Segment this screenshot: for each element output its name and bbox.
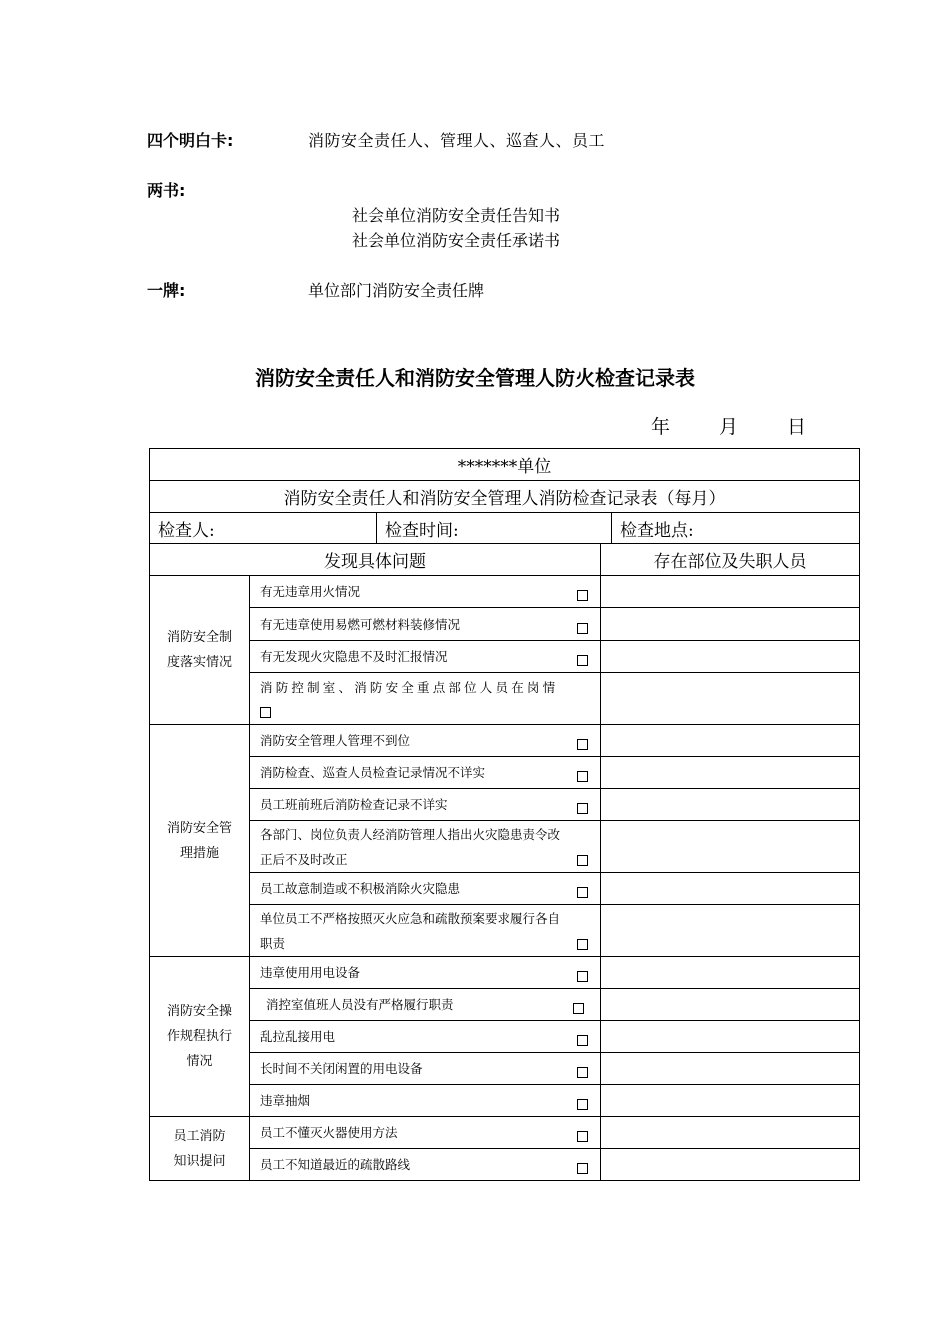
item-text: 有无违章使用易燃可燃材料装修情况 xyxy=(260,616,461,632)
checkbox-icon[interactable] xyxy=(577,939,588,950)
item-text: 有无发现火灾隐患不及时汇报情况 xyxy=(260,649,448,664)
book-1: 社会单位消防安全责任告知书 xyxy=(352,206,561,225)
checklist-item[interactable] xyxy=(250,641,601,673)
checkbox-icon[interactable] xyxy=(577,1067,588,1078)
plate-text: 单位部门消防安全责任牌 xyxy=(308,281,485,300)
date-year: 年 xyxy=(651,416,671,438)
checklist-item[interactable] xyxy=(250,957,601,989)
info-row xyxy=(150,513,860,544)
item-text: 长时间不关闭闲置的用电设备 xyxy=(260,1061,423,1076)
item-text: 乱拉乱接用电 xyxy=(260,1029,336,1044)
location-cell[interactable] xyxy=(601,608,860,641)
location-cell[interactable] xyxy=(601,1021,860,1053)
item-text: 违章抽烟 xyxy=(260,1093,311,1108)
item-text: 消防安全管理人管理不到位 xyxy=(260,733,411,748)
inspection-record-table xyxy=(149,448,860,1181)
item-text: 员工不知道最近的疏散路线 xyxy=(260,1157,411,1172)
checkbox-icon[interactable] xyxy=(577,855,588,866)
checklist-item[interactable] xyxy=(250,1021,601,1053)
location-cell[interactable] xyxy=(601,725,860,757)
checklist-item[interactable] xyxy=(250,725,601,757)
checklist-item[interactable] xyxy=(250,1117,601,1149)
item-text: 有无违章用火情况 xyxy=(260,584,361,599)
location-cell[interactable] xyxy=(601,1149,860,1181)
checkbox-icon[interactable] xyxy=(577,1163,588,1174)
checkbox-icon[interactable] xyxy=(577,1131,588,1142)
item-text: 员工班前班后消防检查记录不详实 xyxy=(260,797,448,812)
checkbox-icon[interactable] xyxy=(577,771,588,782)
location-cell[interactable] xyxy=(601,757,860,789)
unit-name: *******单位 xyxy=(150,449,860,481)
checklist-item[interactable] xyxy=(250,608,601,641)
checkbox-icon[interactable] xyxy=(577,1035,588,1046)
checklist-item[interactable] xyxy=(250,905,601,957)
checkbox-icon[interactable] xyxy=(577,971,588,982)
category-name: 员工消防知识提问 xyxy=(150,1117,250,1181)
category-name: 消防安全制度落实情况 xyxy=(150,576,250,725)
category-name: 消防安全操作规程执行情况 xyxy=(150,957,250,1117)
checkbox-icon[interactable] xyxy=(577,655,588,666)
form-subtitle: 消防安全责任人和消防安全管理人消防检查记录表（每月） xyxy=(150,481,860,513)
checklist-item[interactable] xyxy=(250,989,601,1021)
checklist-item[interactable] xyxy=(250,873,601,905)
cards-label: 四个明白卡: xyxy=(147,131,234,150)
place-label: 检查地点: xyxy=(620,520,694,541)
item-text: 消防检查、巡查人员检查记录情况不详实 xyxy=(260,765,486,780)
time-label: 检查时间: xyxy=(385,520,459,541)
location-cell[interactable] xyxy=(601,673,860,725)
location-cell[interactable] xyxy=(601,989,860,1021)
location-cell[interactable] xyxy=(601,1085,860,1117)
checkbox-icon[interactable] xyxy=(577,803,588,814)
column-header-issue: 发现具体问题 xyxy=(150,544,601,576)
item-text: 消防控制室、消防安全重点部位人员在岗情 xyxy=(260,680,559,695)
location-cell[interactable] xyxy=(601,873,860,905)
checklist-item[interactable] xyxy=(250,576,601,608)
item-text: 消控室值班人员没有严格履行职责 xyxy=(266,997,454,1012)
checklist-item[interactable] xyxy=(250,1149,601,1181)
checklist-item[interactable] xyxy=(250,821,601,873)
checklist-item[interactable] xyxy=(250,757,601,789)
item-text: 员工不懂灭火器使用方法 xyxy=(260,1125,398,1140)
checkbox-icon[interactable] xyxy=(260,707,271,718)
location-cell[interactable] xyxy=(601,905,860,957)
checkbox-icon[interactable] xyxy=(577,623,588,634)
date-day: 日 xyxy=(787,416,807,438)
date-month: 月 xyxy=(719,416,739,438)
cards-text: 消防安全责任人、管理人、巡查人、员工 xyxy=(308,131,606,150)
item-text: 各部门、岗位负责人经消防管理人指出火灾隐患责令改正后不及时改正 xyxy=(260,826,561,867)
checklist-item[interactable] xyxy=(250,789,601,821)
item-text: 单位员工不严格按照灭火应急和疏散预案要求履行各自职责 xyxy=(260,910,561,951)
checkbox-icon[interactable] xyxy=(577,887,588,898)
location-cell[interactable] xyxy=(601,957,860,989)
inspector-label: 检查人: xyxy=(158,520,215,541)
form-title: 消防安全责任人和消防安全管理人防火检查记录表 xyxy=(255,366,695,390)
checkbox-icon[interactable] xyxy=(577,739,588,750)
plate-label: 一牌: xyxy=(147,281,186,300)
checklist-item[interactable] xyxy=(250,1053,601,1085)
location-cell[interactable] xyxy=(601,1117,860,1149)
location-cell[interactable] xyxy=(601,789,860,821)
category-name: 消防安全管理措施 xyxy=(150,725,250,957)
column-header-location: 存在部位及失职人员 xyxy=(601,544,860,576)
book-2: 社会单位消防安全责任承诺书 xyxy=(352,231,561,250)
time-field[interactable] xyxy=(377,513,612,543)
checkbox-icon[interactable] xyxy=(577,590,588,601)
checklist-item[interactable] xyxy=(250,1085,601,1117)
place-field[interactable] xyxy=(612,513,860,543)
item-text: 违章使用用电设备 xyxy=(260,965,361,980)
location-cell[interactable] xyxy=(601,641,860,673)
item-text: 员工故意制造或不积极消除火灾隐患 xyxy=(260,881,461,896)
checkbox-icon[interactable] xyxy=(573,1003,584,1014)
location-cell[interactable] xyxy=(601,821,860,873)
checkbox-icon[interactable] xyxy=(577,1099,588,1110)
inspector-field[interactable] xyxy=(150,513,377,543)
checklist-item[interactable] xyxy=(250,673,601,725)
books-label: 两书: xyxy=(147,181,186,200)
location-cell[interactable] xyxy=(601,1053,860,1085)
location-cell[interactable] xyxy=(601,576,860,608)
